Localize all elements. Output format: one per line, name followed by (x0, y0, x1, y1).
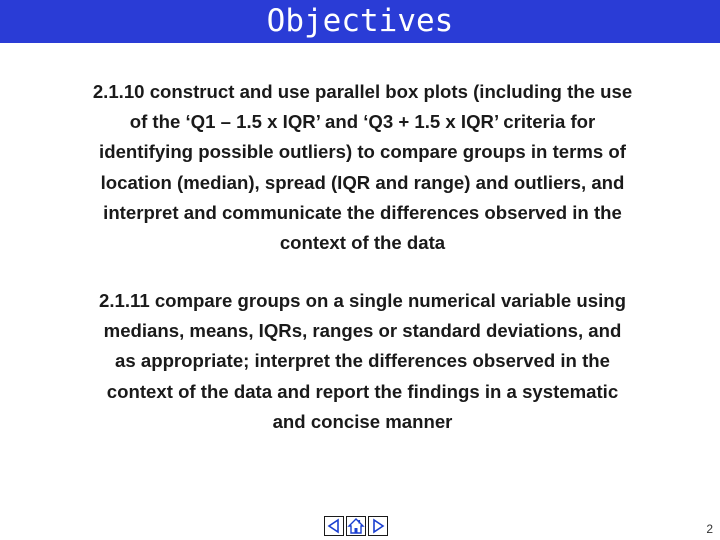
triangle-left-icon (325, 517, 343, 535)
home-icon (347, 517, 365, 535)
objective-line: location (median), spread (IQR and range) and outliers, and (100, 171, 625, 193)
triangle-right-icon (369, 517, 387, 535)
next-slide-button[interactable] (368, 516, 388, 536)
objective-line: medians, means, IQRs, ranges or standard deviations, and (103, 320, 622, 342)
objective-line: interpret and communicate the differences observed in the (103, 201, 622, 223)
objective-line: context of the data and report the findings in a systematic (106, 380, 619, 402)
objective-line: identifying possible outliers) to compare groups in terms of (99, 141, 626, 163)
objective-line: 2.1.11 compare groups on a single numerical variable using (98, 290, 626, 311)
objective-line: of the ‘Q1 – 1.5 x IQR’ and ‘Q3 + 1.5 x IQR’ criteria for (129, 111, 596, 133)
page-number: 2 (706, 522, 713, 536)
title-bar (0, 0, 720, 43)
objective-line: and concise manner (272, 410, 453, 432)
objective-2-1-10 (30, 77, 695, 258)
objective-2-1-11 (30, 286, 695, 437)
home-button[interactable] (346, 516, 366, 536)
previous-slide-button[interactable] (324, 516, 344, 536)
navigation-buttons (324, 516, 388, 536)
objective-line: 2.1.10 construct and use parallel box plots (including the use (92, 81, 633, 102)
objective-line: as appropriate; interpret the differences observed in the (115, 350, 610, 372)
objective-line: context of the data (279, 232, 446, 254)
slide-title: Objectives (266, 3, 454, 39)
